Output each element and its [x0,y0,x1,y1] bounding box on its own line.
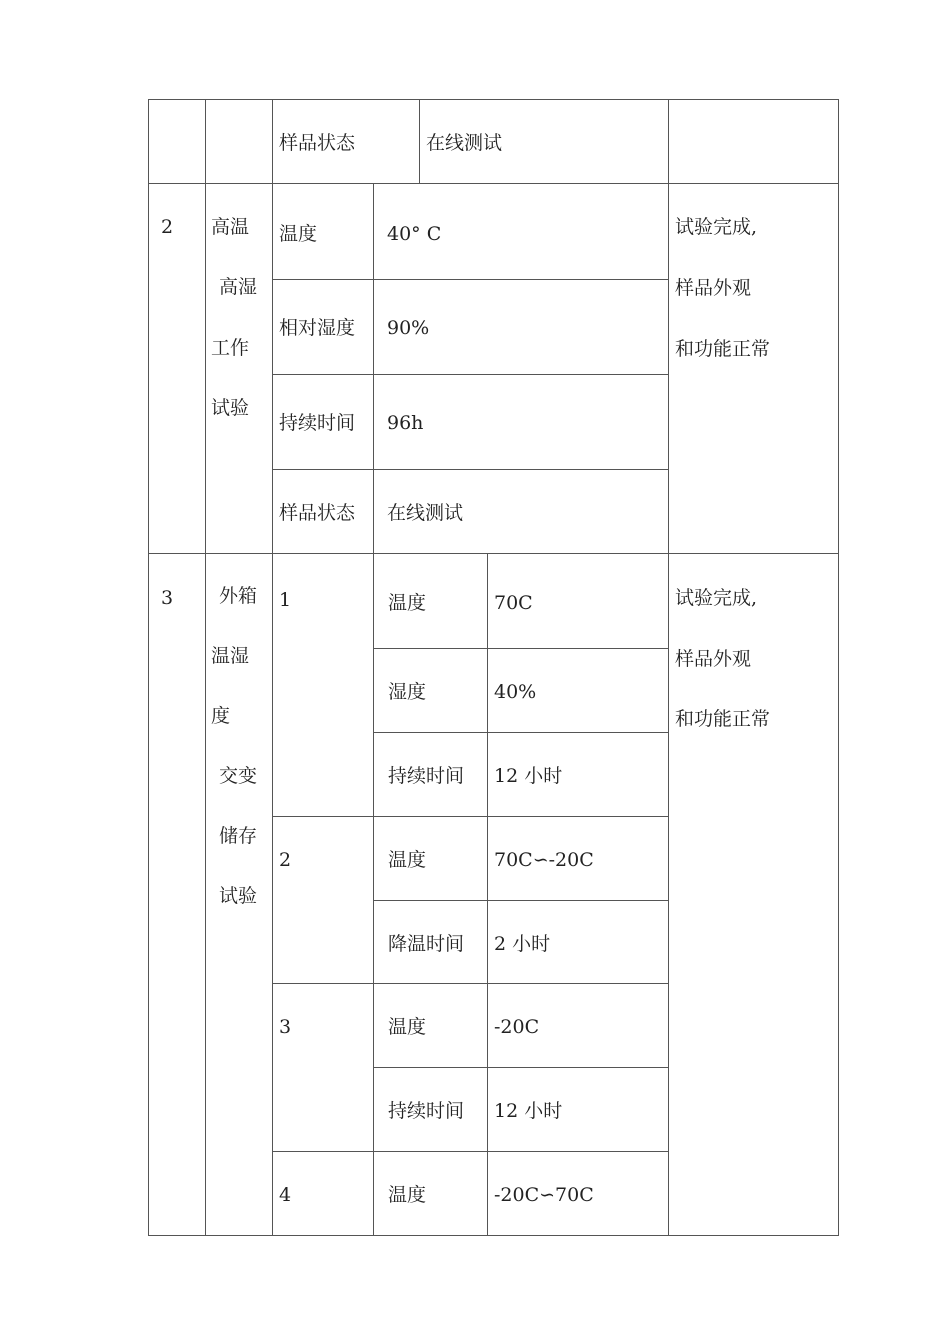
top-param-label: 样品状态 [279,132,356,154]
top-param-value: 在线测试 [426,132,503,154]
test2-result-line: 和功能正常 [675,338,771,360]
test2-param-value: 90% [387,317,430,339]
test2-param-label: 样品状态 [279,502,356,524]
test2-param-label: 相对湿度 [279,317,356,339]
test3-param-value: 2 小时 [494,933,551,955]
test3-step-number: 4 [279,1184,292,1206]
test3-param-label: 湿度 [388,681,427,703]
test3-param-value: 70C [494,592,533,614]
test3-name-line: 储存 [219,825,258,847]
test3-step-number: 1 [279,589,292,611]
test2-result-line: 样品外观 [675,277,752,299]
test3-param-label: 温度 [388,1016,427,1038]
test3-param-value: -20C [494,1016,540,1038]
test3-param-label: 降温时间 [388,933,465,955]
test2-param-value: 96h [387,412,424,434]
test2-number: 2 [161,216,174,238]
test2-param-label: 持续时间 [279,412,356,434]
test3-param-value: -20C∽70C [494,1184,594,1206]
test3-result-line: 和功能正常 [675,708,771,730]
test3-param-label: 温度 [388,1184,427,1206]
test3-name-line: 温湿 [211,645,250,667]
test3-result-line: 样品外观 [675,648,752,670]
test3-param-value: 70C∽-20C [494,849,594,871]
test3-name-line: 度 [211,705,231,727]
test3-name-line: 试验 [219,885,258,907]
test2-param-label: 温度 [279,223,318,245]
test3-param-label: 持续时间 [388,1100,465,1122]
test3-param-value: 40% [494,681,537,703]
test3-param-value: 12 小时 [494,765,563,787]
test3-name-line: 交变 [219,765,258,787]
test2-name-line: 高温 [211,216,250,238]
test3-param-value: 12 小时 [494,1100,563,1122]
test3-param-label: 持续时间 [388,765,465,787]
test3-param-label: 温度 [388,592,427,614]
test3-result-line: 试验完成, [675,587,758,609]
test2-param-value: 40° C [387,223,442,245]
test3-name-line: 外箱 [219,585,258,607]
test3-step-number: 2 [279,849,292,871]
test2-name-line: 试验 [211,397,250,419]
test3-param-label: 温度 [388,849,427,871]
test2-result-line: 试验完成, [675,216,758,238]
test2-param-value: 在线测试 [387,502,464,524]
test3-step-number: 3 [279,1016,292,1038]
test2-name-line: 工作 [211,337,250,359]
test3-number: 3 [161,587,174,609]
test2-name-line: 高湿 [219,276,258,298]
